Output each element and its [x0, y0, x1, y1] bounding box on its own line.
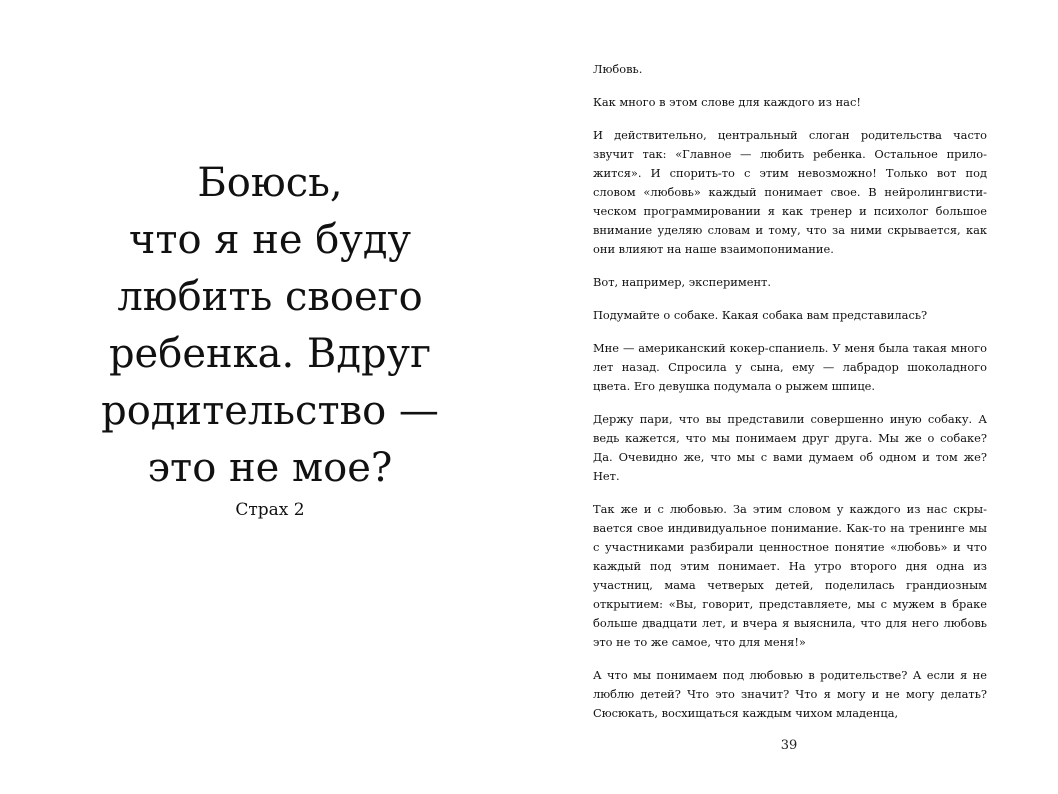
chapter-title-line: любить своего	[117, 274, 423, 320]
chapter-title-line: что я не буду	[128, 217, 412, 263]
chapter-title-line: ребенка. Вдруг	[108, 331, 432, 377]
chapter-title-line: Боюсь,	[197, 160, 343, 206]
paragraph: Так же и с любовью. За этим словом у каждого из нас скрывается свое индивидуальное понимание. Как-то на тренинге мы с участниками разбирали ценностное понятие «любовь» и что каждый под этим понимает. На утро второго дня одна из участниц, мама четверых детей, поделилась грандиозным открытием: «Вы, говорит, представляете, мы с мужем в браке больше двадцати лет, и вчера я выяснила, что для него любовь это не то же самое, что для меня!»	[593, 502, 987, 649]
paragraph: Подумайте о собаке. Какая собака вам представилась?	[593, 308, 928, 322]
chapter-title-line: родительство —	[101, 388, 439, 434]
paragraph: Как много в этом слове для каждого из нас!	[593, 95, 861, 109]
paragraph: А что мы понимаем под любовью в родительстве? А если я не люблю детей? Что это значит? Что я могу и не могу делать? Сюсюкать, восхищаться каждым чихом младенца,	[593, 668, 987, 720]
paragraph: Вот, например, эксперимент.	[593, 275, 771, 289]
chapter-title-line: это не мое?	[147, 445, 393, 491]
page-number: 39	[780, 738, 798, 753]
chapter-title	[60, 155, 480, 497]
paragraph: Держу пари, что вы представили совершенно иную собаку. А ведь кажется, что мы понимаем друг друга. Мы же о собаке? Да. Очевидно же, что мы с вами думаем об одном и том же? Нет.	[593, 412, 987, 483]
paragraph: Мне — американский кокер-спаниель. У меня была такая много лет назад. Спросила у сына, ему — лабрадор шоколадного цвета. Его девушка подумала о рыжем шпице.	[593, 341, 987, 393]
paragraph: Любовь.	[593, 62, 643, 76]
body-text	[593, 60, 987, 737]
chapter-subtitle: Страх 2	[235, 500, 305, 520]
right-page	[529, 0, 1058, 794]
paragraph: И действительно, центральный слоган родительства часто звучит так: «Главное — любить ребенка. Остальное приложится». И спорить-то с этим невозможно! Только вот под словом «любовь» каждый понимает свое. В нейролингвистическом программировании я как тренер и психолог большое внимание уделяю словам и тому, что за ними скрывается, как они влияют на наше взаимопонимание.	[593, 128, 987, 256]
